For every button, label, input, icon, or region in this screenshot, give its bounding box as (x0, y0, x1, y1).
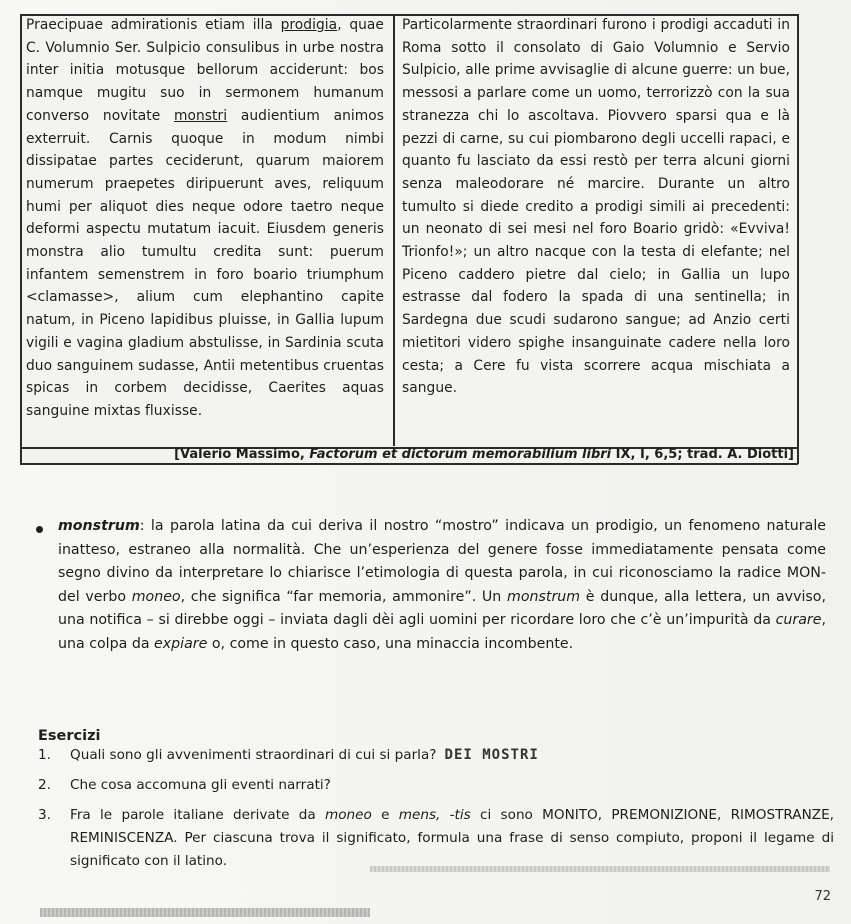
note-text: , una colpa da (58, 612, 826, 652)
note-italic-word: curare (775, 612, 822, 628)
latin-word-monstri: monstri (174, 107, 228, 124)
table-right-border (797, 14, 799, 464)
note-italic-word: monstrum (507, 588, 581, 605)
exercise-italic-word: moneo (324, 807, 372, 823)
handwritten-answer: DEI MOSTRI (444, 747, 539, 763)
page-number: 72 (814, 889, 831, 904)
latin-text-part: , quae C. Volumnio Ser. Sulpicio consulibus in urbe nostra inter initia motusque bellorum acciderunt: bos namque mugitu suo in sermonem humanum converso novitate (26, 17, 384, 124)
exercises-title: Esercizi (38, 728, 101, 744)
latin-word-prodigia: prodigia (280, 17, 338, 33)
latin-text-part: Praecipuae admirationis etiam illa (26, 17, 281, 33)
exercise-text: Quali sono gli avvenimenti straordinari di cui si parla? (70, 747, 437, 763)
exercise-number: 1. (38, 747, 51, 763)
note-text: , che significa “far memoria, ammonire”. Un (180, 588, 507, 605)
source-citation (24, 447, 794, 463)
bullet-icon (36, 526, 43, 533)
exercise-text: Che cosa accomuna gli eventi narrati? (70, 777, 331, 793)
exercise-number: 3. (38, 807, 51, 823)
etymology-note (58, 515, 826, 656)
scan-edge-shadow (40, 908, 370, 917)
exercise-text: Fra le parole italiane derivate da (70, 807, 325, 823)
citation-prefix: [Valerio Massimo, (174, 447, 310, 462)
exercise-item (38, 774, 828, 797)
exercise-text: ci sono MONITO, PREMONIZIONE, RIMOSTRANZE, REMINISCENZA. Per ciascuna trova il significato, formula una frase di senso compiuto, proponi il legame di significato con il latino. (70, 807, 834, 869)
note-text: : la parola latina da cui deriva il nostro “mostro” indicava un prodigio, un fenomeno naturale inatteso, estraneo alla normalità. Che un’esperienza del genere fosse immediatamente pensata come segno divino da interpretare lo chiarisce l’etimologia di questa parola, in cui riconosciamo la radice MON- del verbo (58, 518, 826, 605)
table-left-border (20, 14, 22, 464)
latin-text-part: audientium animos exterruit. Carnis quoque in modum nimbi dissipatae partes ceciderunt, quarum maiorem numerum praepetes diripuerunt aves, reliquum humi per aliquot dies neque odore taetro neque deformi aspectu mutatum iacuit. Eiusdem generis monstra alio tumultu credita sunt: puerum infantem semenstrem in foro boario triumphum <clamasse>, alium cum elephantino capite natum, in Piceno lapidibus pluisse, in Gallia lupum vigili e vagina gladium abstulisse, in Sardinia scuta duo sanguinem sudasse, Antii metentibus cruentas spicas in corbem decidisse, Caerites aquas sanguine mixtas fluxisse. (26, 107, 384, 419)
exercise-item (38, 804, 834, 873)
citation-title: Factorum et dictorum memorabilium libri (309, 447, 612, 462)
column-separator (393, 14, 395, 446)
note-text: è dunque, alla lettera, un avviso, una notifica – si direbbe oggi – inviata dagli dèi agli uomini per ricordare loro che c’è un’impurità da (58, 588, 827, 628)
latin-text-column (26, 14, 384, 446)
citation-suffix: IX, I, 6,5; trad. A. Diotti] (611, 447, 794, 462)
exercise-text: e (371, 807, 399, 823)
note-term: monstrum (58, 518, 140, 534)
note-italic-word: expiare (154, 635, 208, 652)
exercise-item (38, 744, 828, 767)
table-bottom-border (20, 463, 798, 465)
exercise-number: 2. (38, 777, 51, 793)
note-italic-word: moneo (131, 588, 181, 605)
note-text: o, come in questo caso, una minaccia incombente. (207, 635, 574, 652)
scan-edge-shadow (370, 866, 830, 872)
exercise-italic-word: mens, -tis (398, 807, 471, 823)
italian-translation-column: Particolarmente straordinari furono i prodigi accaduti in Roma sotto il consolato di Gaio Volumnio e Servio Sulpicio, alle prime avvisaglie di alcune guerre: un bue, messosi a parlare come un uomo, terrorizzò con la sua stranezza chi lo ascoltava. Piovvero sparsi qua e là pezzi di carne, su cui piombarono degli uccelli rapaci, e quanto fu lasciato da essi restò per terra alcuni giorni senza maleodorare né marcire. Durante un altro tumulto si diede credito a prodigi simili ai precedenti: un neonato di sei mesi nel foro Boario gridò: «Evviva! Trionfo!»; un altro nacque con la testa di elefante; nel Piceno caddero pietre dal cielo; in Gallia un lupo estrasse dal fodero la spada di una sentinella; in Sardegna due scudi sudarono sangue; ad Anzio certi mietitori videro spighe insanguinate cadere nella loro cesta; a Cere fu vista scorrere acqua mischiata a sangue. (402, 17, 790, 397)
